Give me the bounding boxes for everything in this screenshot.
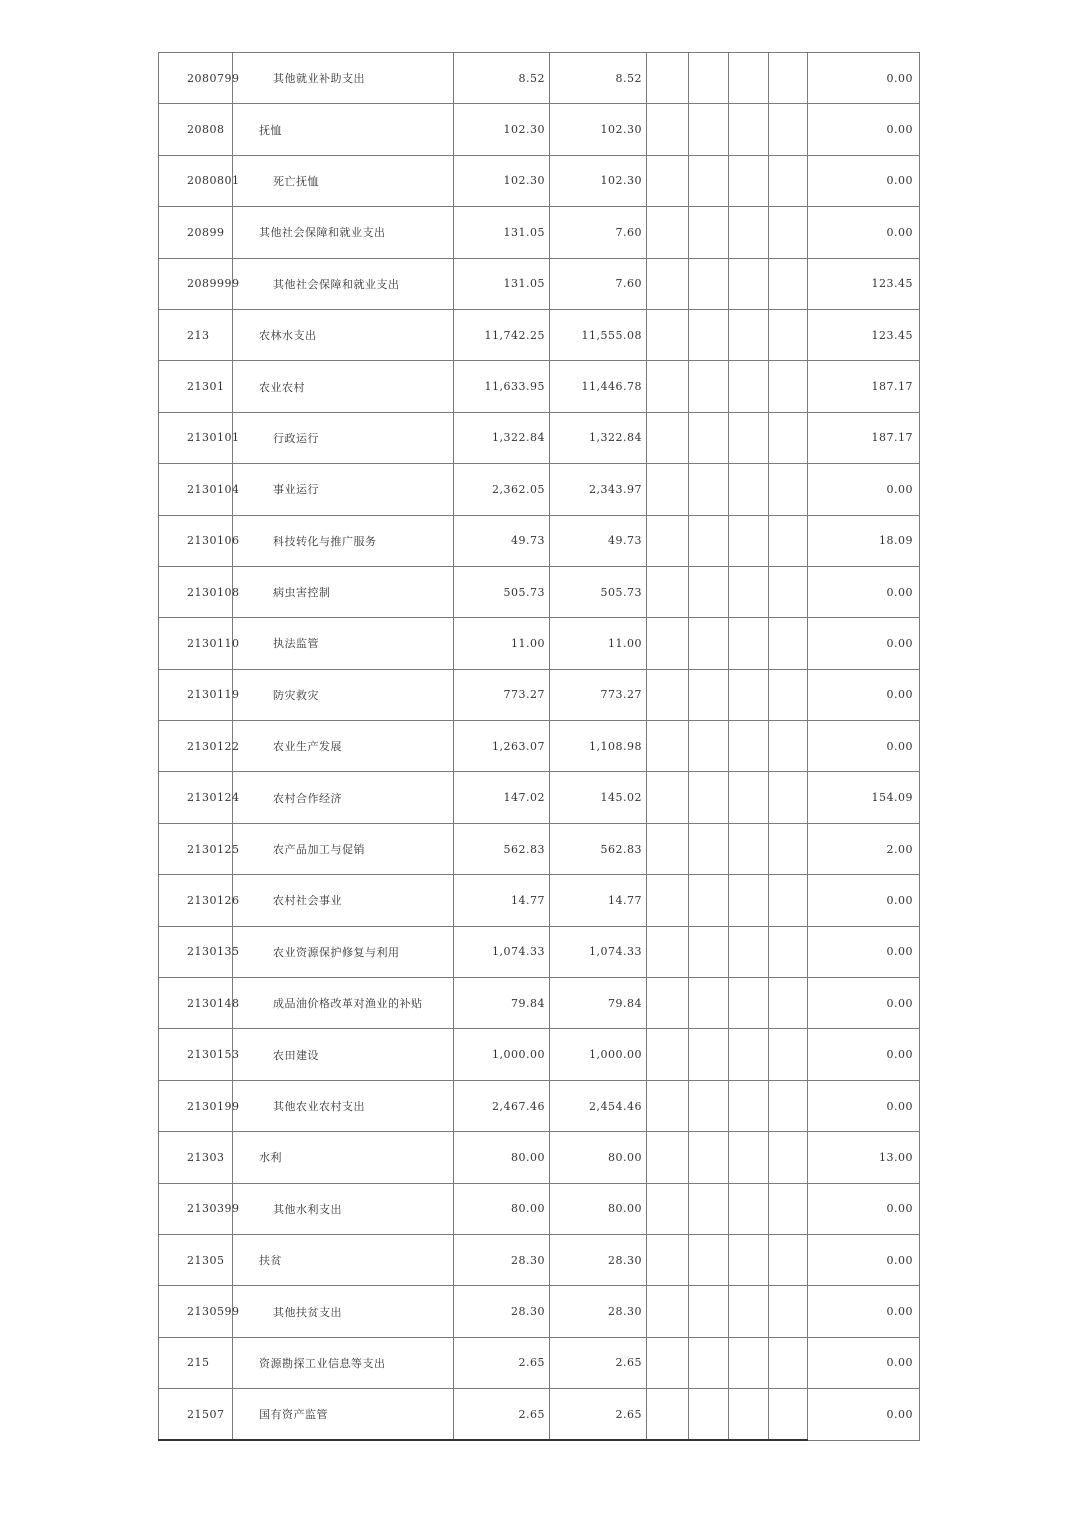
total-amount: 79.84 (454, 978, 550, 1029)
last-amount: 0.00 (808, 1286, 920, 1337)
empty-cell (729, 1183, 769, 1234)
empty-cell (729, 721, 769, 772)
subject-name: 资源勘探工业信息等支出 (233, 1337, 454, 1388)
table-row (159, 875, 920, 926)
empty-cell (647, 1234, 689, 1285)
empty-cell (729, 1029, 769, 1080)
empty-cell (769, 926, 808, 977)
table-row (159, 1286, 920, 1337)
empty-cell (769, 515, 808, 566)
empty-cell (647, 464, 689, 515)
last-amount: 123.45 (808, 258, 920, 309)
subject-code: 20808 (159, 104, 233, 155)
empty-cell (689, 1389, 729, 1440)
empty-cell (689, 1337, 729, 1388)
table-row (159, 566, 920, 617)
empty-cell (647, 207, 689, 258)
empty-cell (689, 978, 729, 1029)
empty-cell (689, 104, 729, 155)
budget-table (158, 52, 920, 1441)
subject-code: 2089999 (159, 258, 233, 309)
subject-name: 农业农村 (233, 361, 454, 412)
subject-code: 2130104 (159, 464, 233, 515)
empty-cell (647, 669, 689, 720)
total-amount: 131.05 (454, 258, 550, 309)
empty-cell (689, 258, 729, 309)
empty-cell (729, 1337, 769, 1388)
subject-name: 农村合作经济 (233, 772, 454, 823)
empty-cell (769, 464, 808, 515)
empty-cell (647, 515, 689, 566)
subject-name: 事业运行 (233, 464, 454, 515)
total-amount: 80.00 (454, 1132, 550, 1183)
table-row (159, 1389, 920, 1440)
total-amount: 2.65 (454, 1389, 550, 1440)
empty-cell (647, 258, 689, 309)
total-amount: 2,362.05 (454, 464, 550, 515)
subject-name: 农林水支出 (233, 309, 454, 360)
empty-cell (689, 464, 729, 515)
total-amount: 49.73 (454, 515, 550, 566)
subject-name: 农田建设 (233, 1029, 454, 1080)
empty-cell (647, 1389, 689, 1440)
last-amount: 187.17 (808, 412, 920, 463)
basic-amount: 11,446.78 (550, 361, 647, 412)
total-amount: 11.00 (454, 618, 550, 669)
basic-amount: 14.77 (550, 875, 647, 926)
empty-cell (647, 1029, 689, 1080)
last-amount: 2.00 (808, 823, 920, 874)
total-amount: 28.30 (454, 1234, 550, 1285)
empty-cell (769, 412, 808, 463)
empty-cell (729, 875, 769, 926)
empty-cell (769, 618, 808, 669)
subject-name: 农业生产发展 (233, 721, 454, 772)
empty-cell (769, 1286, 808, 1337)
empty-cell (769, 155, 808, 206)
empty-cell (647, 412, 689, 463)
table-row (159, 823, 920, 874)
empty-cell (729, 926, 769, 977)
basic-amount: 145.02 (550, 772, 647, 823)
empty-cell (689, 1029, 729, 1080)
subject-code: 2130399 (159, 1183, 233, 1234)
total-amount: 2,467.46 (454, 1080, 550, 1131)
empty-cell (769, 772, 808, 823)
last-amount: 0.00 (808, 464, 920, 515)
last-amount: 123.45 (808, 309, 920, 360)
basic-amount: 11.00 (550, 618, 647, 669)
empty-cell (769, 669, 808, 720)
subject-code: 2130126 (159, 875, 233, 926)
last-amount: 0.00 (808, 155, 920, 206)
table-row (159, 669, 920, 720)
empty-cell (729, 1389, 769, 1440)
basic-amount: 102.30 (550, 104, 647, 155)
basic-amount: 79.84 (550, 978, 647, 1029)
empty-cell (769, 1389, 808, 1440)
empty-cell (689, 361, 729, 412)
subject-name: 农业资源保护修复与利用 (233, 926, 454, 977)
subject-name: 其他水利支出 (233, 1183, 454, 1234)
empty-cell (689, 1234, 729, 1285)
table-row (159, 412, 920, 463)
empty-cell (689, 566, 729, 617)
total-amount: 11,633.95 (454, 361, 550, 412)
table-row (159, 721, 920, 772)
total-amount: 102.30 (454, 104, 550, 155)
subject-name: 抚恤 (233, 104, 454, 155)
table-row (159, 104, 920, 155)
empty-cell (729, 207, 769, 258)
subject-code: 2130108 (159, 566, 233, 617)
table-row (159, 361, 920, 412)
table-row (159, 1337, 920, 1388)
empty-cell (729, 618, 769, 669)
empty-cell (689, 823, 729, 874)
total-amount: 1,074.33 (454, 926, 550, 977)
empty-cell (647, 104, 689, 155)
empty-cell (689, 412, 729, 463)
total-amount: 1,322.84 (454, 412, 550, 463)
empty-cell (689, 926, 729, 977)
empty-cell (689, 618, 729, 669)
basic-amount: 28.30 (550, 1286, 647, 1337)
empty-cell (647, 875, 689, 926)
empty-cell (647, 1132, 689, 1183)
empty-cell (769, 53, 808, 104)
subject-name: 农村社会事业 (233, 875, 454, 926)
table-row (159, 926, 920, 977)
empty-cell (729, 1286, 769, 1337)
basic-amount: 2,343.97 (550, 464, 647, 515)
empty-cell (769, 978, 808, 1029)
table-row (159, 515, 920, 566)
subject-code: 21301 (159, 361, 233, 412)
subject-code: 2130122 (159, 721, 233, 772)
basic-amount: 11,555.08 (550, 309, 647, 360)
last-amount: 0.00 (808, 1337, 920, 1388)
empty-cell (769, 1080, 808, 1131)
subject-name: 成品油价格改革对渔业的补贴 (233, 978, 454, 1029)
empty-cell (769, 875, 808, 926)
table-row (159, 309, 920, 360)
total-amount: 14.77 (454, 875, 550, 926)
last-amount: 0.00 (808, 1183, 920, 1234)
empty-cell (647, 618, 689, 669)
total-amount: 131.05 (454, 207, 550, 258)
empty-cell (729, 566, 769, 617)
total-amount: 2.65 (454, 1337, 550, 1388)
subject-code: 21507 (159, 1389, 233, 1440)
empty-cell (769, 566, 808, 617)
empty-cell (689, 721, 729, 772)
subject-name: 其他社会保障和就业支出 (233, 207, 454, 258)
empty-cell (647, 772, 689, 823)
table-row (159, 464, 920, 515)
empty-cell (647, 309, 689, 360)
empty-cell (647, 155, 689, 206)
empty-cell (769, 104, 808, 155)
subject-name: 防灾救灾 (233, 669, 454, 720)
table-row (159, 155, 920, 206)
last-amount: 0.00 (808, 1234, 920, 1285)
basic-amount: 1,000.00 (550, 1029, 647, 1080)
total-amount: 102.30 (454, 155, 550, 206)
empty-cell (729, 978, 769, 1029)
basic-amount: 562.83 (550, 823, 647, 874)
subject-code: 2130101 (159, 412, 233, 463)
basic-amount: 505.73 (550, 566, 647, 617)
empty-cell (647, 53, 689, 104)
table-row (159, 1029, 920, 1080)
table-row (159, 207, 920, 258)
last-amount: 0.00 (808, 1389, 920, 1440)
subject-code: 2130599 (159, 1286, 233, 1337)
empty-cell (769, 361, 808, 412)
basic-amount: 2,454.46 (550, 1080, 647, 1131)
subject-name: 其他扶贫支出 (233, 1286, 454, 1337)
last-amount: 154.09 (808, 772, 920, 823)
total-amount: 147.02 (454, 772, 550, 823)
empty-cell (729, 823, 769, 874)
basic-amount: 49.73 (550, 515, 647, 566)
last-amount: 0.00 (808, 669, 920, 720)
basic-amount: 80.00 (550, 1183, 647, 1234)
empty-cell (769, 1183, 808, 1234)
table-row (159, 53, 920, 104)
empty-cell (769, 207, 808, 258)
last-amount: 0.00 (808, 1080, 920, 1131)
table-row (159, 1132, 920, 1183)
subject-name: 其他农业农村支出 (233, 1080, 454, 1131)
empty-cell (769, 258, 808, 309)
subject-code: 21303 (159, 1132, 233, 1183)
empty-cell (729, 309, 769, 360)
empty-cell (689, 669, 729, 720)
last-amount: 0.00 (808, 1029, 920, 1080)
empty-cell (729, 515, 769, 566)
basic-amount: 1,322.84 (550, 412, 647, 463)
last-amount: 0.00 (808, 104, 920, 155)
empty-cell (647, 1183, 689, 1234)
subject-name: 死亡抚恤 (233, 155, 454, 206)
empty-cell (689, 1183, 729, 1234)
basic-amount: 7.60 (550, 207, 647, 258)
total-amount: 11,742.25 (454, 309, 550, 360)
empty-cell (729, 1234, 769, 1285)
subject-code: 2130125 (159, 823, 233, 874)
total-amount: 80.00 (454, 1183, 550, 1234)
total-amount: 8.52 (454, 53, 550, 104)
empty-cell (689, 155, 729, 206)
last-amount: 0.00 (808, 207, 920, 258)
subject-code: 2130119 (159, 669, 233, 720)
basic-amount: 28.30 (550, 1234, 647, 1285)
empty-cell (729, 155, 769, 206)
total-amount: 773.27 (454, 669, 550, 720)
last-amount: 0.00 (808, 721, 920, 772)
table-row (159, 258, 920, 309)
empty-cell (729, 464, 769, 515)
empty-cell (689, 1080, 729, 1131)
basic-amount: 2.65 (550, 1337, 647, 1388)
empty-cell (647, 361, 689, 412)
empty-cell (647, 926, 689, 977)
empty-cell (729, 1080, 769, 1131)
empty-cell (689, 875, 729, 926)
empty-cell (689, 515, 729, 566)
empty-cell (647, 1286, 689, 1337)
table-row (159, 1183, 920, 1234)
subject-name: 科技转化与推广服务 (233, 515, 454, 566)
empty-cell (769, 1337, 808, 1388)
subject-code: 2080799 (159, 53, 233, 104)
last-amount: 0.00 (808, 978, 920, 1029)
empty-cell (729, 772, 769, 823)
empty-cell (647, 721, 689, 772)
empty-cell (729, 258, 769, 309)
empty-cell (769, 721, 808, 772)
empty-cell (647, 566, 689, 617)
last-amount: 0.00 (808, 926, 920, 977)
last-amount: 187.17 (808, 361, 920, 412)
empty-cell (647, 823, 689, 874)
subject-name: 其他社会保障和就业支出 (233, 258, 454, 309)
empty-cell (647, 1080, 689, 1131)
total-amount: 562.83 (454, 823, 550, 874)
subject-code: 2080801 (159, 155, 233, 206)
last-amount: 18.09 (808, 515, 920, 566)
table-row (159, 618, 920, 669)
empty-cell (769, 1234, 808, 1285)
table-row (159, 772, 920, 823)
subject-name: 农产品加工与促销 (233, 823, 454, 874)
empty-cell (729, 104, 769, 155)
empty-cell (769, 823, 808, 874)
subject-code: 213 (159, 309, 233, 360)
subject-name: 行政运行 (233, 412, 454, 463)
subject-name: 其他就业补助支出 (233, 53, 454, 104)
basic-amount: 773.27 (550, 669, 647, 720)
empty-cell (729, 412, 769, 463)
table-row (159, 1234, 920, 1285)
empty-cell (689, 207, 729, 258)
last-amount: 0.00 (808, 566, 920, 617)
table-row (159, 1080, 920, 1131)
basic-amount: 1,074.33 (550, 926, 647, 977)
subject-name: 水利 (233, 1132, 454, 1183)
empty-cell (689, 53, 729, 104)
empty-cell (729, 669, 769, 720)
empty-cell (769, 1029, 808, 1080)
subject-code: 2130135 (159, 926, 233, 977)
last-amount: 0.00 (808, 875, 920, 926)
subject-code: 215 (159, 1337, 233, 1388)
basic-amount: 1,108.98 (550, 721, 647, 772)
empty-cell (689, 1132, 729, 1183)
total-amount: 505.73 (454, 566, 550, 617)
basic-amount: 80.00 (550, 1132, 647, 1183)
empty-cell (689, 309, 729, 360)
basic-amount: 102.30 (550, 155, 647, 206)
table-row (159, 978, 920, 1029)
subject-code: 20899 (159, 207, 233, 258)
last-amount: 0.00 (808, 53, 920, 104)
empty-cell (769, 1132, 808, 1183)
subject-code: 2130124 (159, 772, 233, 823)
subject-code: 2130199 (159, 1080, 233, 1131)
last-amount: 0.00 (808, 618, 920, 669)
subject-code: 2130148 (159, 978, 233, 1029)
subject-code: 2130153 (159, 1029, 233, 1080)
empty-cell (769, 309, 808, 360)
empty-cell (729, 1132, 769, 1183)
basic-amount: 7.60 (550, 258, 647, 309)
empty-cell (729, 53, 769, 104)
total-amount: 1,263.07 (454, 721, 550, 772)
total-amount: 1,000.00 (454, 1029, 550, 1080)
empty-cell (647, 1337, 689, 1388)
table-body (159, 53, 920, 1441)
subject-code: 2130106 (159, 515, 233, 566)
subject-name: 扶贫 (233, 1234, 454, 1285)
subject-name: 执法监管 (233, 618, 454, 669)
empty-cell (647, 978, 689, 1029)
empty-cell (689, 1286, 729, 1337)
total-amount: 28.30 (454, 1286, 550, 1337)
subject-name: 病虫害控制 (233, 566, 454, 617)
subject-code: 21305 (159, 1234, 233, 1285)
empty-cell (729, 361, 769, 412)
basic-amount: 8.52 (550, 53, 647, 104)
last-amount: 13.00 (808, 1132, 920, 1183)
subject-name: 国有资产监管 (233, 1389, 454, 1440)
subject-code: 2130110 (159, 618, 233, 669)
empty-cell (689, 772, 729, 823)
basic-amount: 2.65 (550, 1389, 647, 1440)
